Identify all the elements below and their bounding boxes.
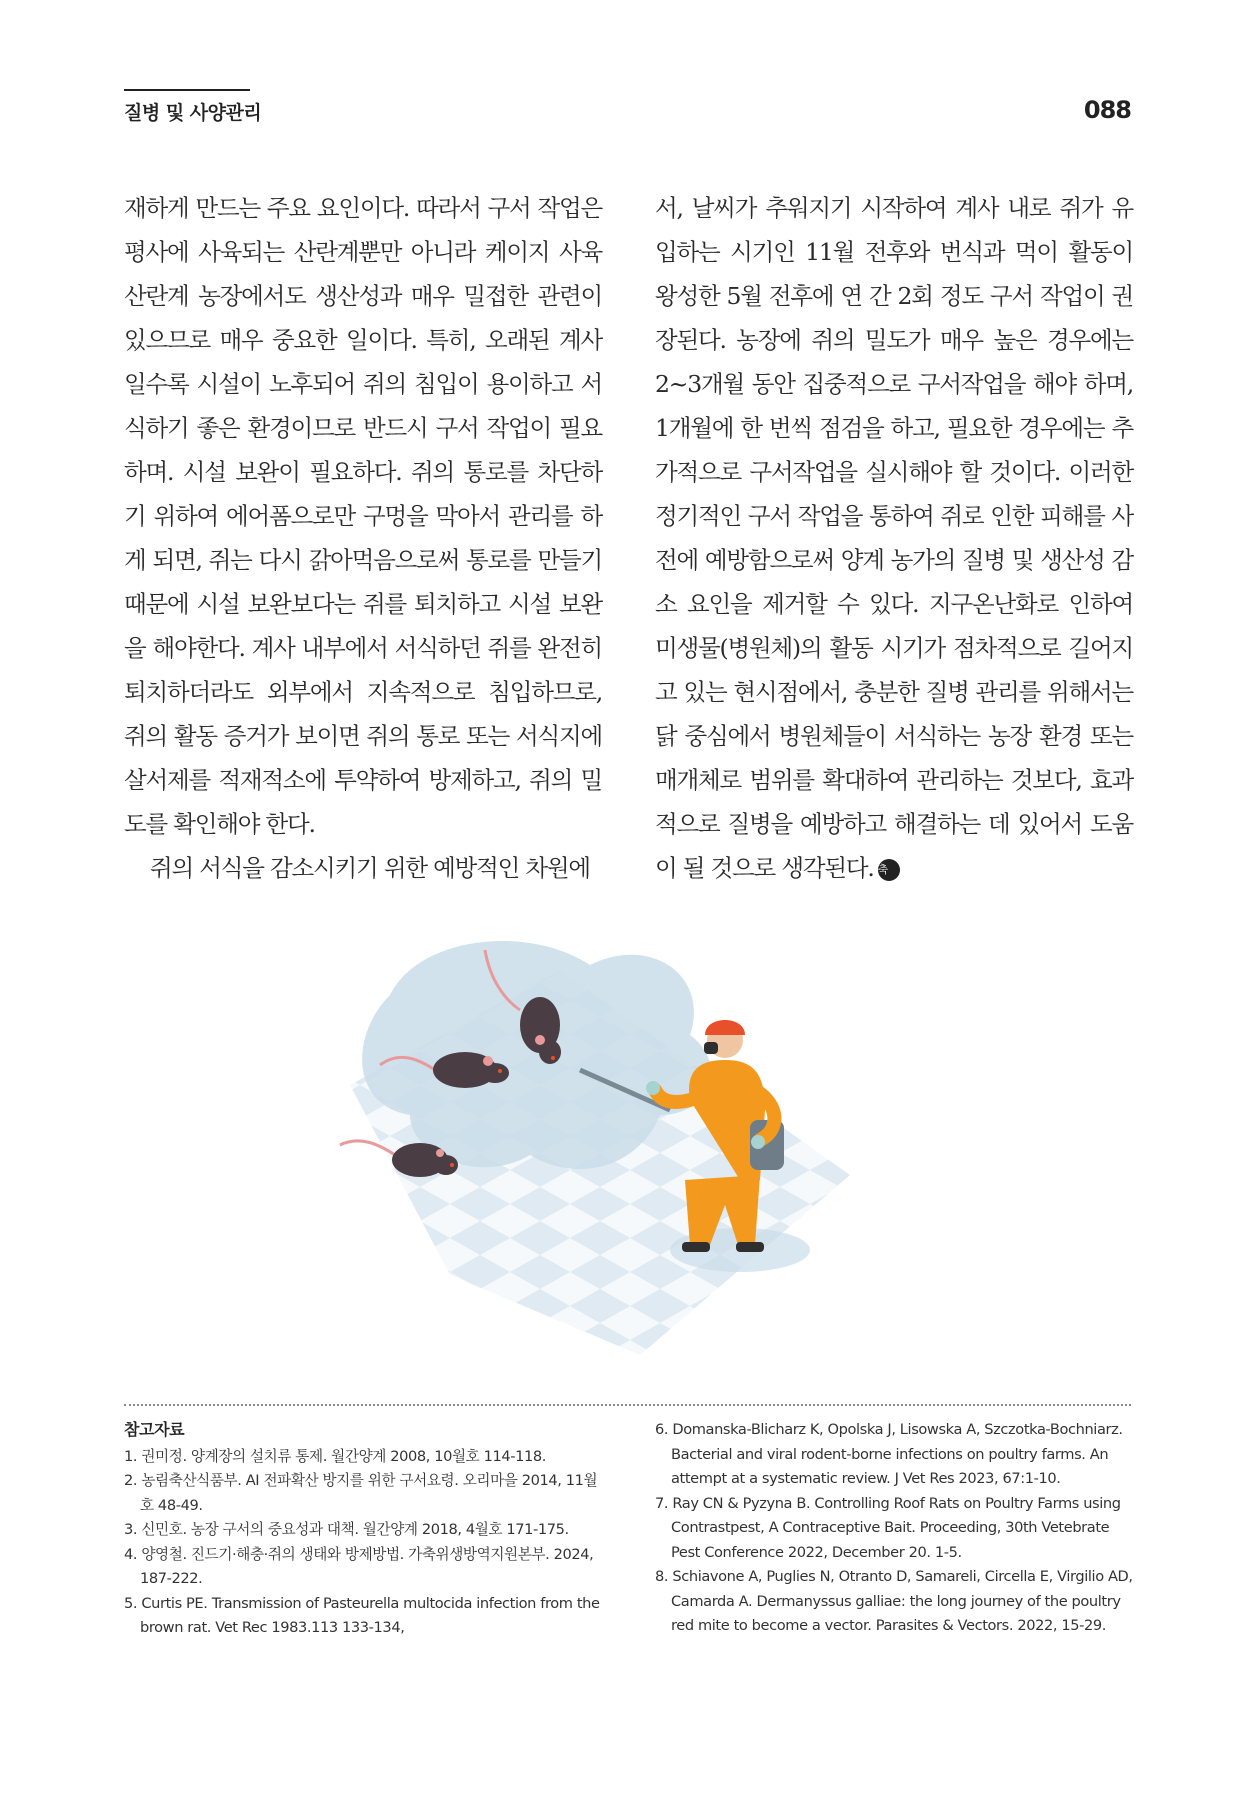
- pest-control-illustration: [330, 915, 870, 1375]
- reference-item: 5. Curtis PE. Transmission of Pasteurella multocida infection from the brown rat. Vet Rec 1983.113 133-134,: [124, 1594, 600, 1636]
- body-column-right: [655, 186, 1133, 890]
- reference-item: 4. 양영철. 진드기·해충·쥐의 생태와 방제방법. 가축위생방역지원본부. 2024, 187-222.: [124, 1545, 594, 1587]
- references-title: 참고자료: [124, 1420, 185, 1439]
- reference-item: 2. 농림축산식품부. AI 전파확산 방지를 위한 구서요령. 오리마을 2014, 11월호 48-49.: [124, 1472, 598, 1514]
- reference-item: 1. 권미정. 양계장의 설치류 통제. 월간양계 2008, 10월호 114-118.: [124, 1447, 547, 1465]
- reference-item: 8. Schiavone A, Puglies N, Otranto D, Samareli, Circella E, Virgilio AD, Camarda A. Dermanyssus galliae: the long journey of the poultry red mite to become a vector. Parasites & Vectors. 2022, 15-29.: [655, 1568, 1133, 1634]
- body-paragraph: 재하게 만드는 주요 요인이다. 따라서 구서 작업은 평사에 사육되는 산란계뿐만 아니라 케이지 사육 산란계 농장에서도 생산성과 매우 밀접한 관련이 있으므로 매우 중요한 일이다. 특히, 오래된 계사일수록 시설이 노후되어 쥐의 침입이 용이하고 서식하기 좋은 환경이므로 반드시 구서 작업이 필요하며. 시설 보완이 필요하다. 쥐의 통로를 차단하기 위하여 에어폼으로만 구멍을 막아서 관리를 하게 되면, 쥐는 다시 갉아먹음으로써 통로를 만들기 때문에 시설 보완보다는 쥐를 퇴치하고 시설 보완을 해야한다. 계사 내부에서 서식하던 쥐를 완전히 퇴치하더라도 외부에서 지속적으로 침입하므로, 쥐의 활동 증거가 보이면 쥐의 통로 또는 서식지에 살서제를 적재적소에 투약하여 방제하고, 쥐의 밀도를 확인해야 한다.: [124, 194, 602, 838]
- header-rule: [124, 89, 250, 91]
- section-title: 질병 및 사양관리: [124, 102, 262, 124]
- reference-item: 3. 신민호. 농장 구서의 중요성과 대책. 월간양계 2018, 4월호 171-175.: [124, 1521, 569, 1538]
- page-number: 088: [1083, 96, 1131, 124]
- body-paragraph: [655, 186, 1133, 890]
- references-column-left: [124, 1418, 602, 1641]
- references-divider: [124, 1404, 1131, 1406]
- reference-item: 7. Ray CN & Pyzyna B. Controlling Roof Rats on Poultry Farms using Contrastpest, A Contraceptive Bait. Proceeding, 30th Vetebrate Pest Conference 2022, December 20. 1-5.: [655, 1494, 1121, 1561]
- reference-item: 6. Domanska-Blicharz K, Opolska J, Lisowska A, Szczotka-Bochniarz. Bacterial and viral rodent-borne infections on poultry farms. An attempt at a systematic review. J Vet Res 2023, 67:1-10.: [655, 1421, 1123, 1487]
- end-mark-icon: 축: [878, 859, 900, 881]
- body-paragraph-text: 서, 날씨가 추워지기 시작하여 계사 내로 쥐가 유입하는 시기인 11월 전후와 번식과 먹이 활동이 왕성한 5월 전후에 연 간 2회 정도 구서 작업이 권장된다. 농장에 쥐의 밀도가 매우 높은 경우에는 2~3개월 동안 집중적으로 구서작업을 해야 하며, 1개월에 한 번씩 점검을 하고, 필요한 경우에는 추가적으로 구서작업을 실시해야 할 것이다. 이러한 정기적인 구서 작업을 통하여 쥐로 인한 피해를 사전에 예방함으로써 양계 농가의 질병 및 생산성 감소 요인을 제거할 수 있다. 지구온난화로 인하여 미생물(병원체)의 활동 시기가 점차적으로 길어지고 있는 현시점에서, 충분한 질병 관리를 위해서는 닭 중심에서 병원체들이 서식하는 농장 환경 또는 매개체로 범위를 확대하여 관리하는 것보다, 효과적으로 질병을 예방하고 해결하는 데 있어서 도움이 될 것으로 생각된다.: [655, 194, 1133, 882]
- body-column-left: [124, 186, 602, 890]
- references-column-right: [655, 1418, 1133, 1639]
- body-paragraph: 쥐의 서식을 감소시키기 위한 예방적인 차원에: [150, 854, 590, 882]
